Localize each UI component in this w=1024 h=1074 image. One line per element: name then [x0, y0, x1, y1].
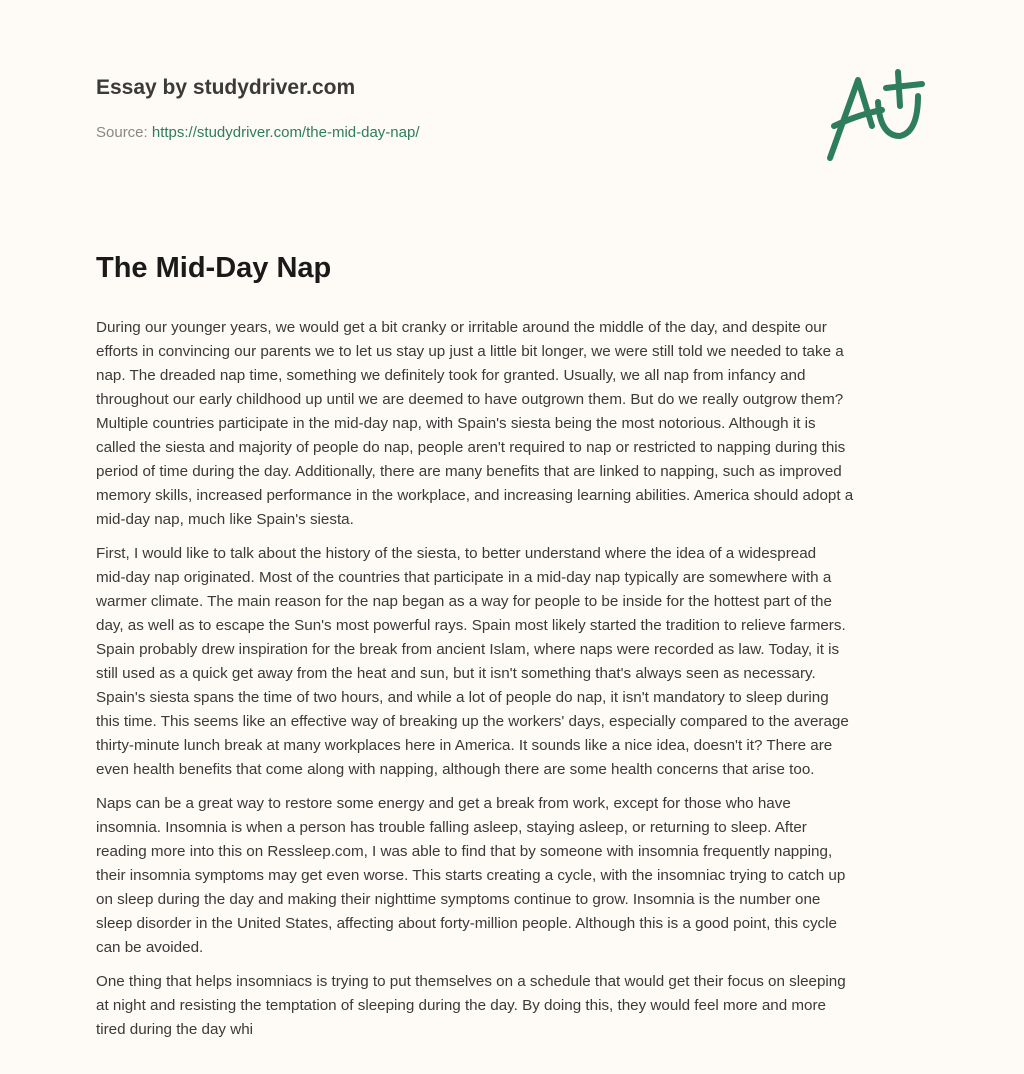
- essay-body: [96, 316, 936, 1052]
- essay-paragraph: [96, 970, 936, 1042]
- paragraph-line: During our younger years, we would get a bit cranky or irritable around the middle of the day, and despite our: [96, 319, 827, 336]
- paragraph-line: mid-day nap originated. Most of the countries that participate in a mid-day nap typically are somewhere with a: [96, 569, 832, 586]
- paragraph-line: called the siesta and majority of people do nap, people aren't required to nap or restricted to napping during this: [96, 439, 846, 456]
- paragraph-line: memory skills, increased performance in the workplace, and increasing learning abilities. America should adopt a: [96, 487, 854, 504]
- paragraph-line: this time. This seems like an effective way of breaking up the workers' days, especially compared to the average: [96, 713, 849, 730]
- paragraph-line: insomnia. Insomnia is when a person has trouble falling asleep, staying asleep, or returning to sleep. After: [96, 819, 807, 836]
- paragraph-line: Spain's siesta spans the time of two hours, and while a lot of people do nap, it isn't mandatory to sleep during: [96, 689, 829, 706]
- paragraph-line: even health benefits that come along with napping, although there are some health concerns that arise too.: [96, 761, 815, 778]
- paragraph-line: can be avoided.: [96, 939, 204, 956]
- paragraph-line: First, I would like to talk about the history of the siesta, to better understand where the idea of a widespread: [96, 545, 817, 562]
- a-plus-logo-icon: [820, 66, 930, 166]
- paragraph-line: efforts in convincing our parents we to let us stay up just a little bit longer, we were still told we needed to take a: [96, 343, 844, 360]
- paragraph-line: Spain probably drew inspiration for the break from ancient Islam, where naps were recorded as law. Today, it is: [96, 641, 840, 658]
- paragraph-line: reading more into this on Ressleep.com, I was able to find that by someone with insomnia frequently napping,: [96, 843, 833, 860]
- paragraph-line: throughout our early childhood up until we are deemed to have outgrown them. But do we really outgrow them?: [96, 391, 844, 408]
- paragraph-line: on sleep during the day and making their nighttime symptoms continue to grow. Insomnia is the number one: [96, 891, 821, 908]
- essay-title: The Mid-Day Nap: [96, 252, 332, 284]
- paragraph-line: Naps can be a great way to restore some energy and get a break from work, except for those who have: [96, 795, 791, 812]
- paragraph-line: warmer climate. The main reason for the nap began as a way for people to be inside for the hottest part of the: [96, 593, 832, 610]
- paragraph-line: tired during the day whi: [96, 1021, 254, 1038]
- essay-paragraph: [96, 792, 936, 960]
- paragraph-line: period of time during the day. Additionally, there are many benefits that are linked to napping, such as improved: [96, 463, 842, 480]
- paragraph-line: day, as well as to escape the Sun's most powerful rays. Spain most likely started the tradition to relieve farmers.: [96, 617, 846, 634]
- paragraph-line: thirty-minute lunch break at many workplaces here in America. It sounds like a nice idea, doesn't it? There are: [96, 737, 833, 754]
- paragraph-line: One thing that helps insomniacs is trying to put themselves on a schedule that would get their focus on sleeping: [96, 973, 846, 990]
- source-link[interactable]: https://studydriver.com/the-mid-day-nap/: [151, 124, 420, 141]
- paragraph-line: Multiple countries participate in the mid-day nap, with Spain's siesta being the most notorious. Although it is: [96, 415, 816, 432]
- paragraph-line: nap. The dreaded nap time, something we definitely took for granted. Usually, we all nap from infancy and: [96, 367, 806, 384]
- paragraph-line: still used as a quick get away from the heat and sun, but it isn't something that's always seen as necessary.: [96, 665, 816, 682]
- site-title: Essay by studydriver.com: [96, 76, 356, 99]
- source-label: Source:: [96, 124, 152, 141]
- paragraph-line: their insomnia symptoms may get even worse. This starts creating a cycle, with the insomniac trying to catch up: [96, 867, 846, 884]
- paragraph-line: at night and resisting the temptation of sleeping during the day. By doing this, they would feel more and more: [96, 997, 827, 1014]
- paragraph-line: sleep disorder in the United States, affecting about forty-million people. Although this is a good point, this cycle: [96, 915, 837, 932]
- essay-paragraph: [96, 316, 936, 532]
- essay-paragraph: [96, 542, 936, 782]
- source-line: [96, 124, 420, 141]
- paragraph-line: mid-day nap, much like Spain's siesta.: [96, 511, 354, 528]
